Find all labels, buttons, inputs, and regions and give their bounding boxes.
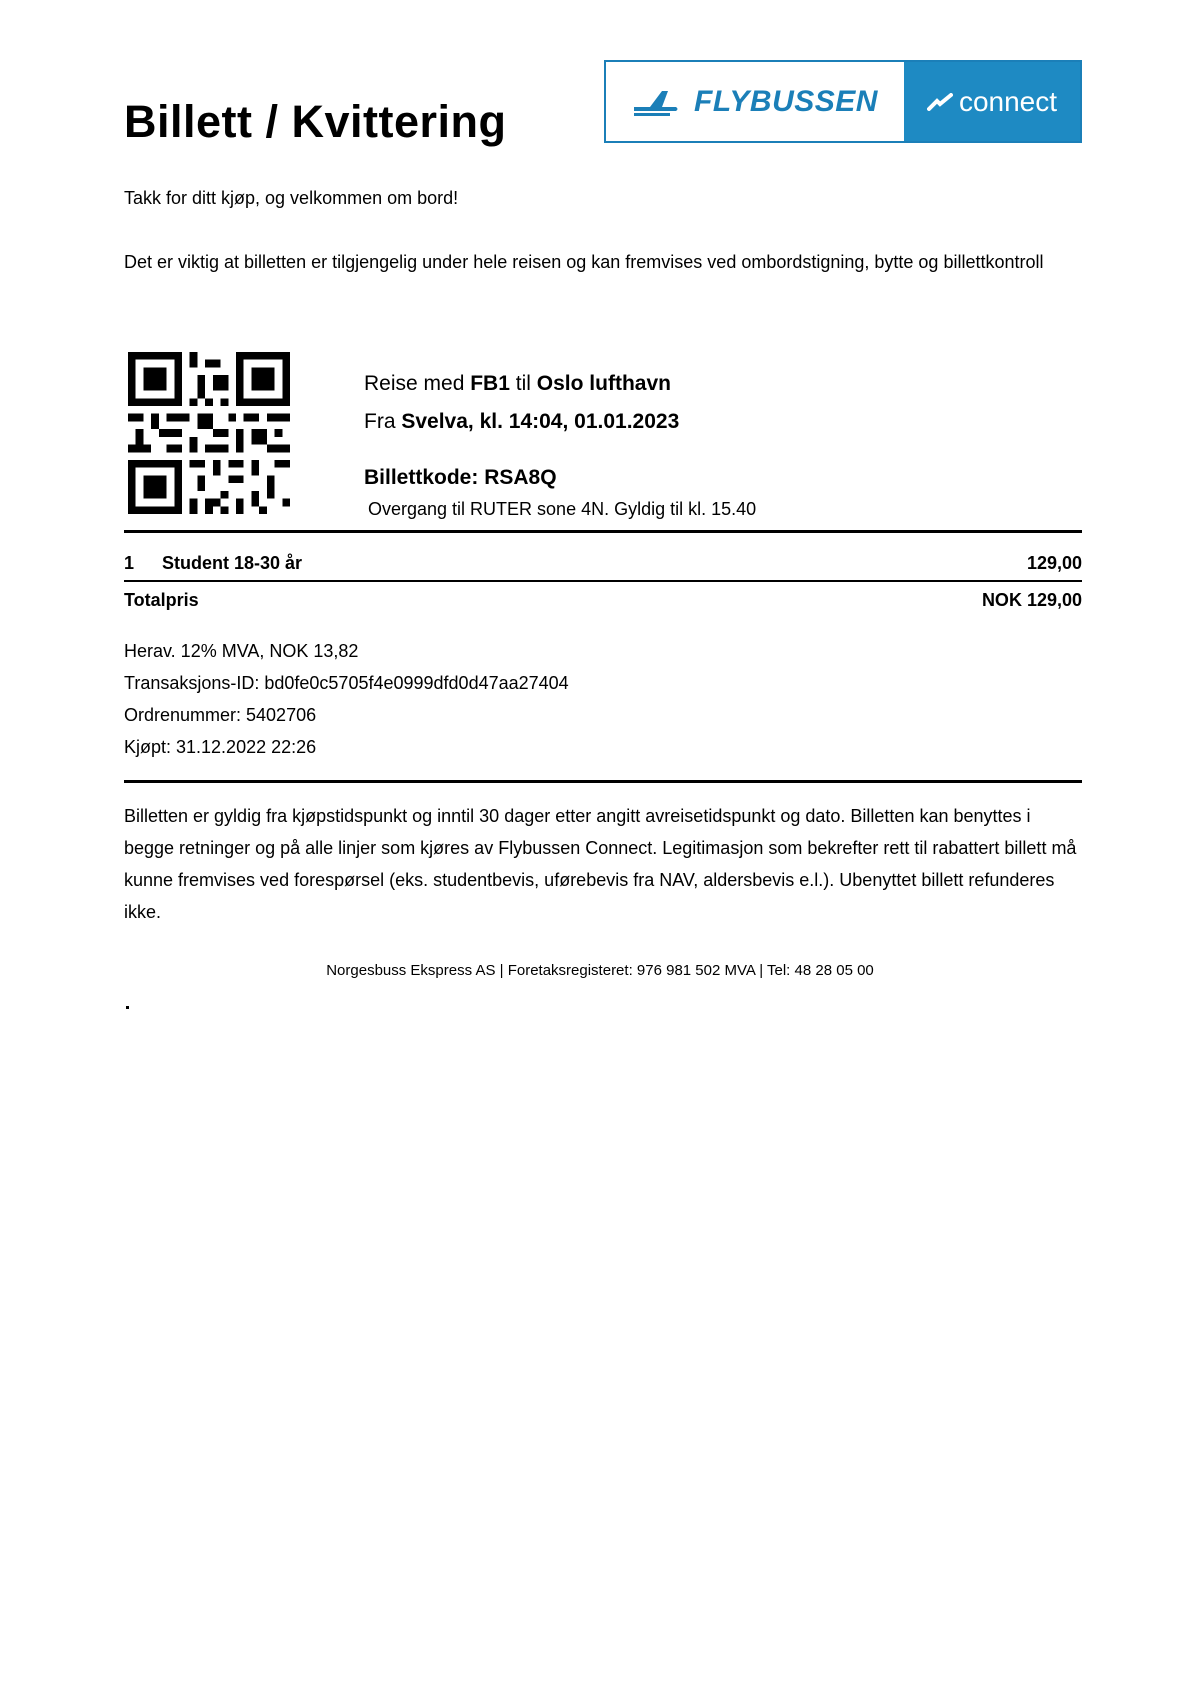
transaction-id-line: Transaksjons-ID: bd0fe0c5705f4e0999dfd0d47aa27404 [124,673,569,693]
logo-sub-panel [904,62,1080,141]
divider [124,530,1082,533]
trip-to-word: til [515,372,531,395]
airplane-icon [632,87,680,117]
line-item-name: Student 18-30 år [162,553,303,573]
logo-brand-text: FLYBUSSEN [694,84,878,118]
trip-prefix: Reise med [364,372,465,395]
line-item-qty: 1 [124,553,135,573]
trip-time: kl. 14:04, 01.01.2023 [479,410,680,433]
vat-line: Herav. 12% MVA, NOK 13,82 [124,641,359,661]
notice-text: Det er viktig at billetten er tilgjengelig under hele reisen og kan fremvises ved ombordstigning, bytte og billettkontroll [124,252,1044,272]
stray-mark [126,1006,129,1009]
purchase-details [124,635,569,763]
trip-route: FB1 [470,372,510,395]
trip-destination: Oslo lufthavn [536,372,671,395]
purchase-date-line: Kjøpt: 31.12.2022 22:26 [124,737,317,757]
transfer-info: Overgang til RUTER sone 4N. Gyldig til kl. 15.40 [368,499,757,519]
thanks-text: Takk for ditt kjøp, og velkommen om bord! [124,188,459,208]
total-amount: NOK 129,00 [981,590,1082,610]
swoosh-icon [927,93,953,111]
page-title: Billett / Kvittering [124,96,507,147]
trip-departure-line: Fra Svelva, kl. 14:04, 01.01.2023 [364,410,680,433]
footer-company-info: Norgesbuss Ekspress AS | Foretaksregisteret: 976 981 502 MVA | Tel: 48 28 05 00 [326,962,874,979]
line-item-amount: 129,00 [1026,553,1082,573]
ticket-qr-code [128,352,290,514]
terms-text: Billetten er gyldig fra kjøpstidspunkt og inntil 30 dager etter angitt avreisetidspunkt og dato. Billetten kan benyttes i begge retninger og på alle linjer som kjøres av Flybussen Connect. Legitimasjon som bekrefter rett til rabattert billett må kunne fremvises ved forespørsel (eks. studentbevis, uførebevis fra NAV, aldersbevis e.l.). Ubenyttet billett refunderes ikke. [124,806,1077,922]
divider [124,780,1082,783]
ticket-code-label: Billettkode: [364,466,479,489]
trip-origin: Svelva [401,410,468,433]
trip-from-word: Fra [364,410,396,433]
order-number-line: Ordrenummer: 5402706 [124,705,317,725]
logo-sub-text: connect [958,85,1058,117]
ticket-code-value: RSA8Q [484,466,557,489]
total-label: Totalpris [124,590,199,610]
trip-route-line [364,372,671,396]
logo-brand-panel [606,62,904,141]
flybussen-connect-logo [604,60,1082,143]
ticket-code-line [364,466,557,490]
divider [124,580,1082,582]
